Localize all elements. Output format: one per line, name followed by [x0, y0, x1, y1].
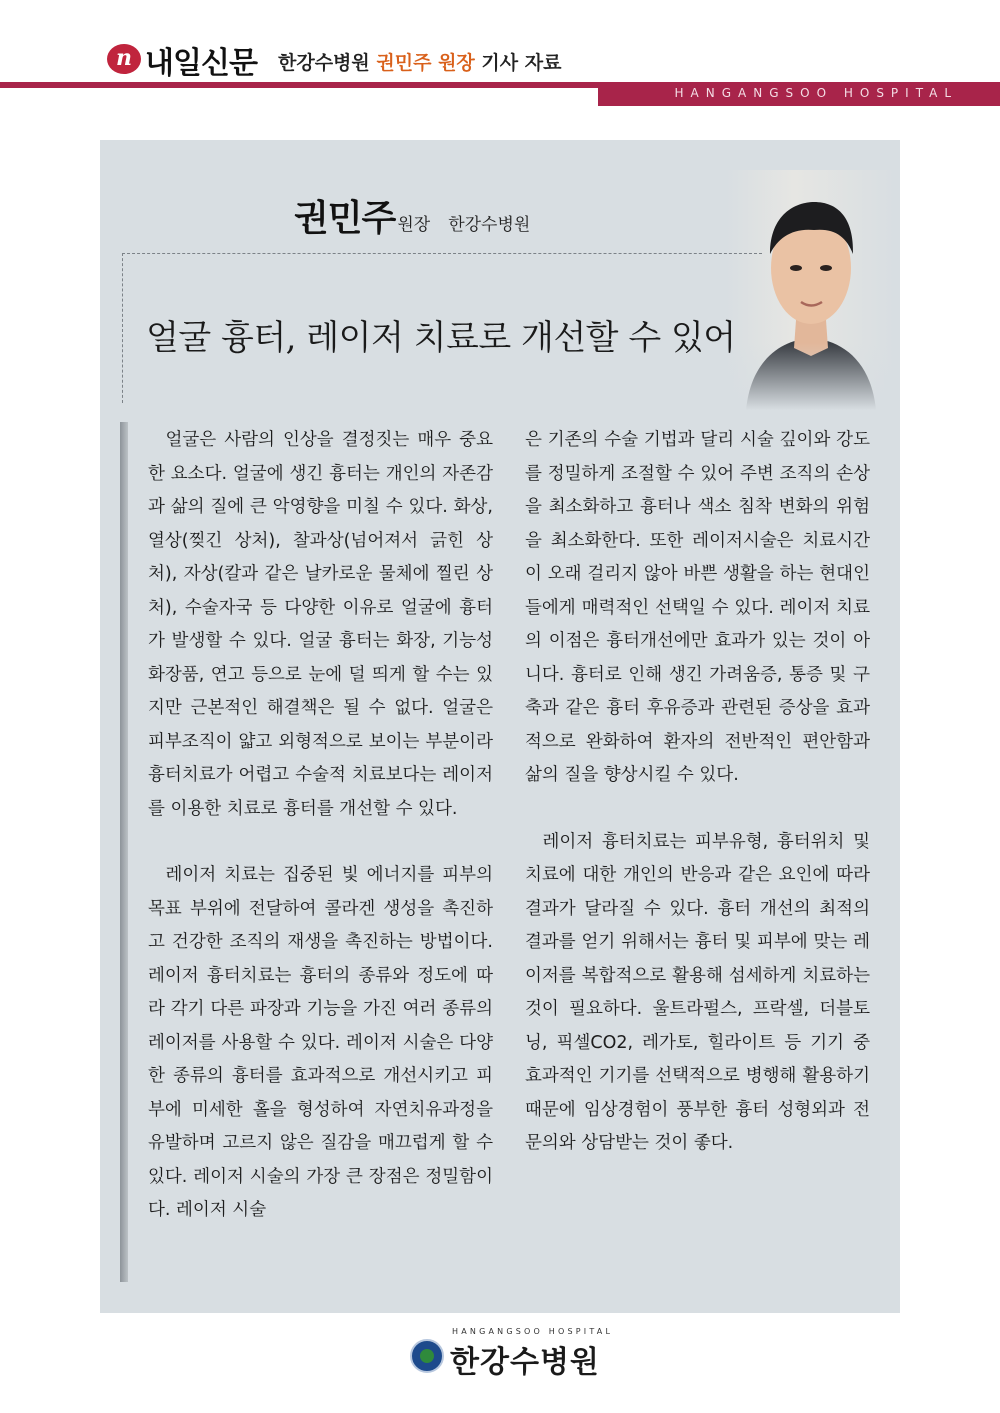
paragraph: 은 기존의 수술 기법과 달리 시술 깊이와 강도를 정밀하게 조절할 수 있어 주변 조직의 손상을 최소화하고 흉터나 색소 침착 변화의 위험을 최소화한다. 또한 레이저시술은 치료시간이 오래 걸리지 않아 바쁜 생활을 하는 현대인들에게 매력적인 선택일 수 있다. 레이저 치료의 이점은 흉터개선에만 효과가 있는 것이 아니다. 흉터로 인해 생긴 가려움증, 통증 및 구축과 같은 흉터 후유증과 관련된 증상을 효과적으로 완화하여 환자의 전반적인 편안함과 삶의 질을 향상시킬 수 있다. — [525, 430, 870, 785]
article-clipping — [100, 140, 900, 1313]
article-column-right — [525, 424, 870, 1161]
newspaper-name: 내일신문 — [145, 46, 257, 81]
author-portrait-icon — [726, 170, 896, 410]
author-byline — [294, 190, 530, 241]
author-name: 권민주 — [294, 198, 396, 239]
author-hospital: 한강수병원 — [448, 215, 531, 235]
hospital-emblem-icon — [410, 1339, 444, 1373]
logo-english: HANGANGSOO HOSPITAL — [452, 1327, 614, 1336]
header-hospital: 한강수병원 — [278, 52, 370, 74]
page-header — [0, 0, 1000, 110]
paragraph: 레이저 치료는 집중된 빛 에너지를 피부의 목표 부위에 전달하여 콜라겐 생성을 촉진하고 건강한 조직의 재생을 촉진하는 방법이다. 레이저 흉터치료는 흉터의 종류와 정도에 따라 각기 다른 파장과 기능을 가진 여러 종류의 레이저를 사용할 수 있다. 레이저 시술은 다양한 종류의 흉터를 효과적으로 개선시키고 피부에 미세한 홀을 형성하여 자연치유과정을 유발하며 고르지 않은 질감을 매끄럽게 할 수 있다. 레이저 시술의 가장 큰 장점은 정밀함이다. 레이저 시술 — [148, 865, 493, 1220]
logo-korean: 한강수병원 — [450, 1345, 600, 1380]
band-text: HANGANGSOO HOSPITAL — [674, 86, 958, 100]
newspaper-logo-icon: n — [107, 44, 141, 74]
author-rank: 원장 — [397, 215, 431, 235]
paragraph: 얼굴은 사람의 인상을 결정짓는 매우 중요한 요소다. 얼굴에 생긴 흉터는 개인의 자존감과 삶의 질에 큰 악영향을 미칠 수 있다. 화상, 열상(찢긴 상처), 찰과상(넘어져서 긁힌 상처), 자상(칼과 같은 날카로운 물체에 찔린 상처), 수술자국 등 다양한 이유로 얼굴에 흉터가 발생할 수 있다. 얼굴 흉터는 화장, 기능성 화장품, 연고 등으로 눈에 덜 띄게 할 수는 있지만 근본적인 해결책은 될 수 없다. 얼굴은 피부조직이 얇고 외형적으로 보이는 부분이라 흉터치료가 어렵고 수술적 치료보다는 레이저를 이용한 치료로 흉터를 개선할 수 있다. — [148, 430, 493, 819]
header-band — [598, 82, 1000, 106]
dashed-rule-left — [122, 253, 123, 403]
hospital-logo — [410, 1325, 614, 1385]
article-headline: 얼굴 흉터, 레이저 치료로 개선할 수 있어 — [146, 318, 736, 358]
header-suffix: 기사 자료 — [481, 52, 562, 74]
dashed-rule-top — [122, 253, 762, 254]
article-column-left — [148, 424, 493, 1228]
author-photo — [726, 170, 896, 410]
header-highlight: 권민주 원장 — [376, 52, 475, 74]
paragraph: 레이저 흉터치료는 피부유형, 흉터위치 및 치료에 대한 개인의 반응과 같은 요인에 따라 결과가 달라질 수 있다. 흉터 개선의 최적의 결과를 얻기 위해서는 흉터 및 피부에 맞는 레이저를 복합적으로 활용해 섬세하게 치료하는 것이 필요하다. 울트라펄스, 프락셀, 더블토닝, 픽셀CO2, 레가토, 힐라이트 등 기기 중 효과적인 기기를 선택적으로 병행해 활용하기 때문에 임상경험이 풍부한 흉터 성형외과 전문의와 상담받는 것이 좋다. — [525, 831, 870, 1153]
header-caption — [278, 48, 561, 75]
column-side-bar — [120, 422, 128, 1282]
